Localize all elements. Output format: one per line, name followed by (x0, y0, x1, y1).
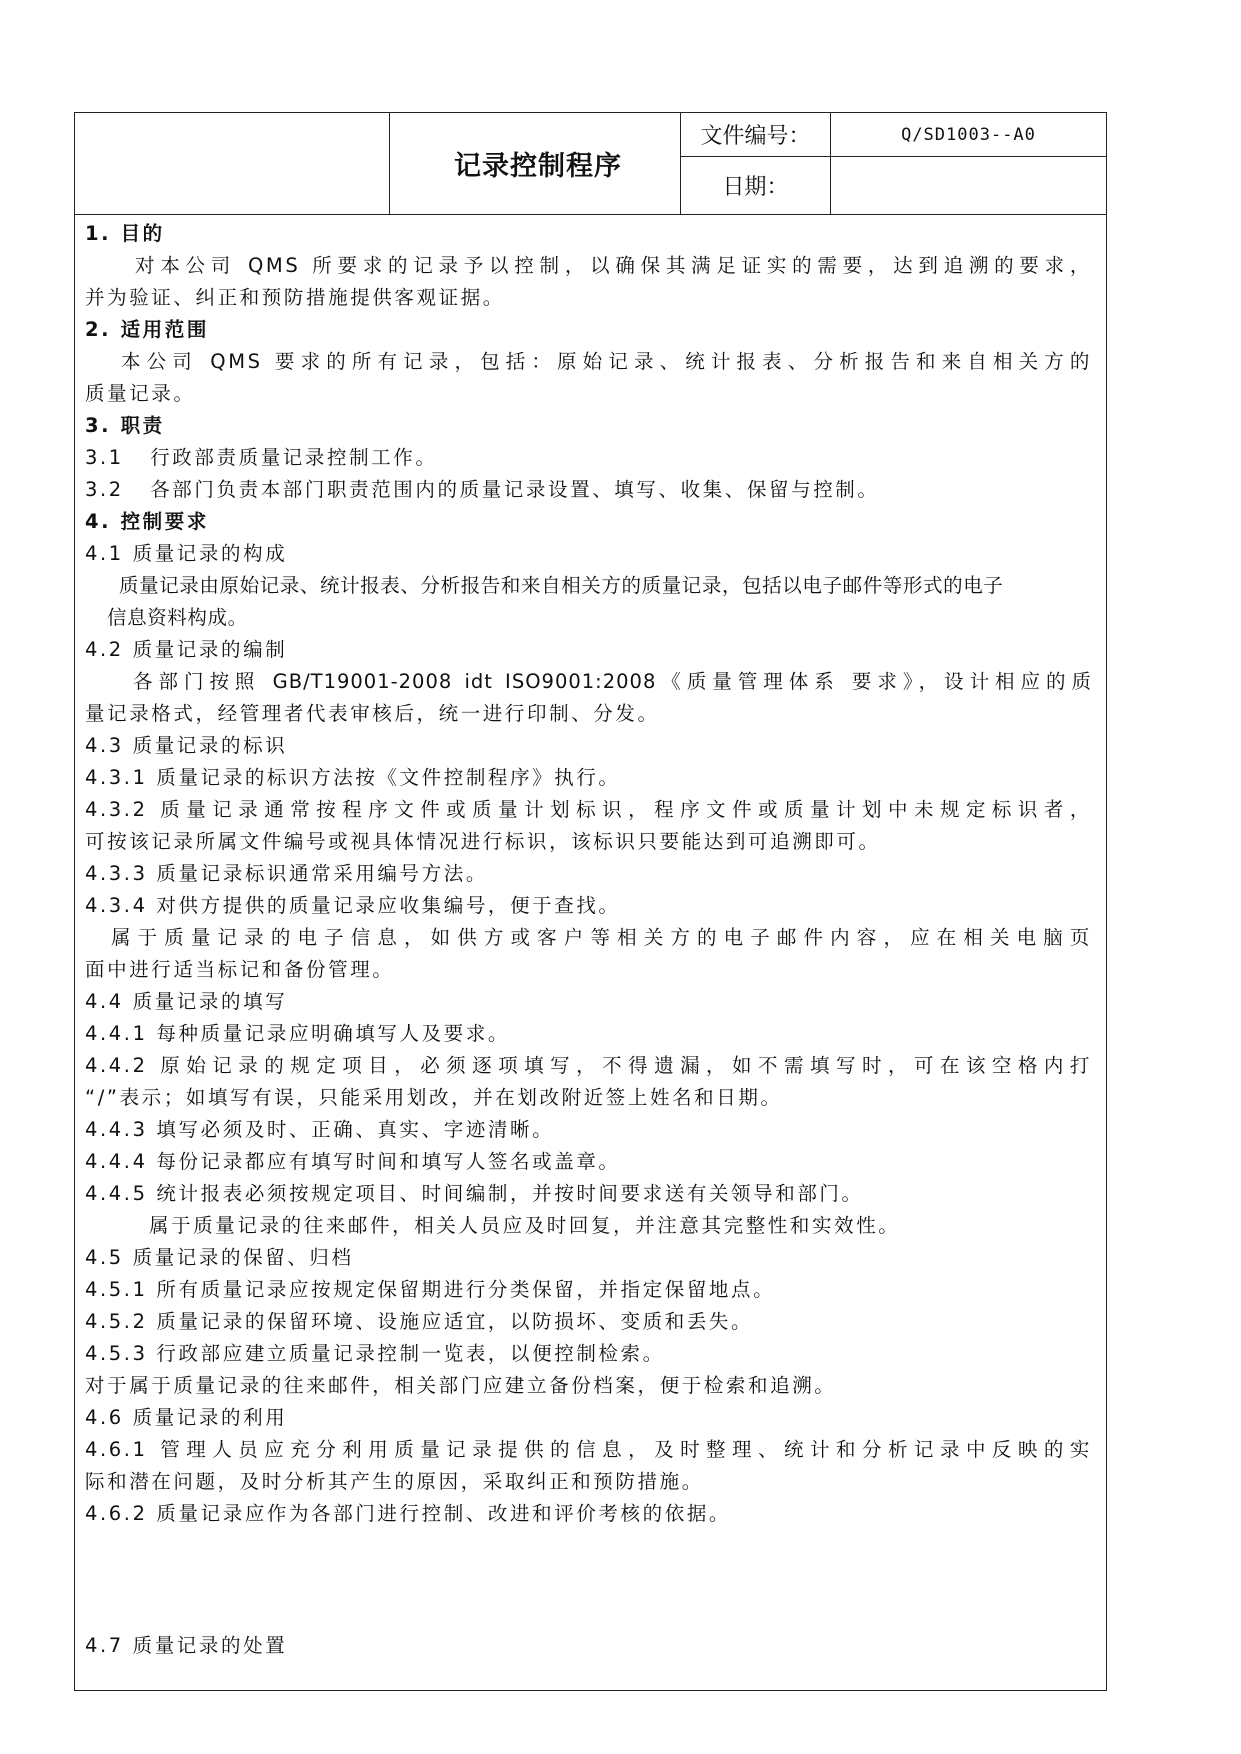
list-item: 4.4.5 统计报表必须按规定项目、时间编制，并按时间要求送有关领导和部门。 (85, 1182, 864, 1205)
section-heading: 1. 目的 (85, 222, 165, 245)
section-heading: 3. 职责 (85, 414, 165, 437)
paragraph-line: 属于质量记录的往来邮件，相关人员应及时回复，并注意其完整性和实效性。 (149, 1214, 901, 1237)
doc-number-label: 文件编号： (700, 124, 811, 149)
list-item: 4.4.4 每份记录都应有填写时间和填写人签名或盖章。 (85, 1150, 621, 1173)
list-item: 3.1 行政部责质量记录控制工作。 (85, 446, 438, 469)
section-heading: 4. 控制要求 (85, 510, 209, 533)
paragraph-line: 对于属于质量记录的往来邮件，相关部门应建立备份档案，便于检索和追溯。 (85, 1374, 837, 1397)
list-item: 4.6.1 管理人员应充分利用质量记录提供的信息，及时整理、统计和分析记录中反映的实 (85, 1438, 1092, 1461)
subsection-heading: 4.4 质量记录的填写 (85, 990, 288, 1013)
paragraph-line: 本公司 QMS 要求的所有记录，包括：原始记录、统计报表、分析报告和来自相关方的 (121, 350, 1092, 373)
doc-number-value: Q/SD1003--A0 (901, 124, 1036, 145)
section-heading: 2. 适用范围 (85, 318, 209, 341)
paragraph-line: “/”表示；如填写有误，只能采用划改，并在划改附近签上姓名和日期。 (85, 1086, 783, 1109)
subsection-heading: 4.1 质量记录的构成 (85, 542, 288, 565)
list-item: 4.5.1 所有质量记录应按规定保留期进行分类保留，并指定保留地点。 (85, 1278, 776, 1301)
document-title: 记录控制程序 (454, 151, 622, 182)
subsection-heading: 4.3 质量记录的标识 (85, 734, 288, 757)
subsection-heading: 4.2 质量记录的编制 (85, 638, 288, 661)
header-table (74, 112, 1107, 215)
subsection-heading: 4.6 质量记录的利用 (85, 1406, 288, 1429)
list-item: 4.4.1 每种质量记录应明确填写人及要求。 (85, 1022, 511, 1045)
list-item: 4.3.1 质量记录的标识方法按《文件控制程序》执行。 (85, 766, 621, 789)
paragraph-line: 量记录格式，经管理者代表审核后，统一进行印制、分发。 (85, 702, 660, 725)
list-item: 4.5.2 质量记录的保留环境、设施应适宜，以防损坏、变质和丢失。 (85, 1310, 754, 1333)
paragraph-line: 属于质量记录的电子信息，如供方或客户等相关方的电子邮件内容，应在相关电脑页 (111, 926, 1092, 949)
date-value (831, 157, 1106, 214)
paragraph-line: 质量记录由原始记录、统计报表、分析报告和来自相关方的质量记录，包括以电子邮件等形式的电子 (119, 574, 1004, 597)
paragraph-line: 质量记录。 (85, 382, 196, 405)
date-label: 日期： (722, 175, 789, 200)
paragraph-line: 各部门按照 GB/T19001-2008 idt ISO9001:2008《质量管理体系 要求》，设计相应的质 (133, 670, 1092, 693)
paragraph-line: 对本公司 QMS 所要求的记录予以控制，以确保其满足证实的需要，达到追溯的要求， (135, 254, 1092, 277)
paragraph-line: 信息资料构成。 (107, 606, 248, 629)
list-item: 3.2 各部门负责本部门职责范围内的质量记录设置、填写、收集、保留与控制。 (85, 478, 880, 501)
list-item: 4.5.3 行政部应建立质量记录控制一览表，以便控制检索。 (85, 1342, 665, 1365)
paragraph-line: 际和潜在问题，及时分析其产生的原因，采取纠正和预防措施。 (85, 1470, 704, 1493)
list-item: 4.4.3 填写必须及时、正确、真实、字迹清晰。 (85, 1118, 555, 1141)
list-item: 4.6.2 质量记录应作为各部门进行控制、改进和评价考核的依据。 (85, 1502, 732, 1525)
document-body (74, 214, 1107, 1691)
subsection-heading: 4.5 质量记录的保留、归档 (85, 1246, 354, 1269)
list-item: 4.3.2 质量记录通常按程序文件或质量计划标识，程序文件或质量计划中未规定标识者， (85, 798, 1092, 821)
divider (389, 113, 390, 214)
list-item: 4.3.4 对供方提供的质量记录应收集编号，便于查找。 (85, 894, 621, 917)
paragraph-line: 并为验证、纠正和预防措施提供客观证据。 (85, 286, 505, 309)
subsection-heading: 4.7 质量记录的处置 (85, 1634, 288, 1657)
list-item: 4.3.3 质量记录标识通常采用编号方法。 (85, 862, 488, 885)
paragraph-line: 可按该记录所属文件编号或视具体情况进行标识，该标识只要能达到可追溯即可。 (85, 830, 881, 853)
paragraph-line: 面中进行适当标记和备份管理。 (85, 958, 395, 981)
list-item: 4.4.2 原始记录的规定项目，必须逐项填写，不得遗漏，如不需填写时，可在该空格内打 (85, 1054, 1092, 1077)
